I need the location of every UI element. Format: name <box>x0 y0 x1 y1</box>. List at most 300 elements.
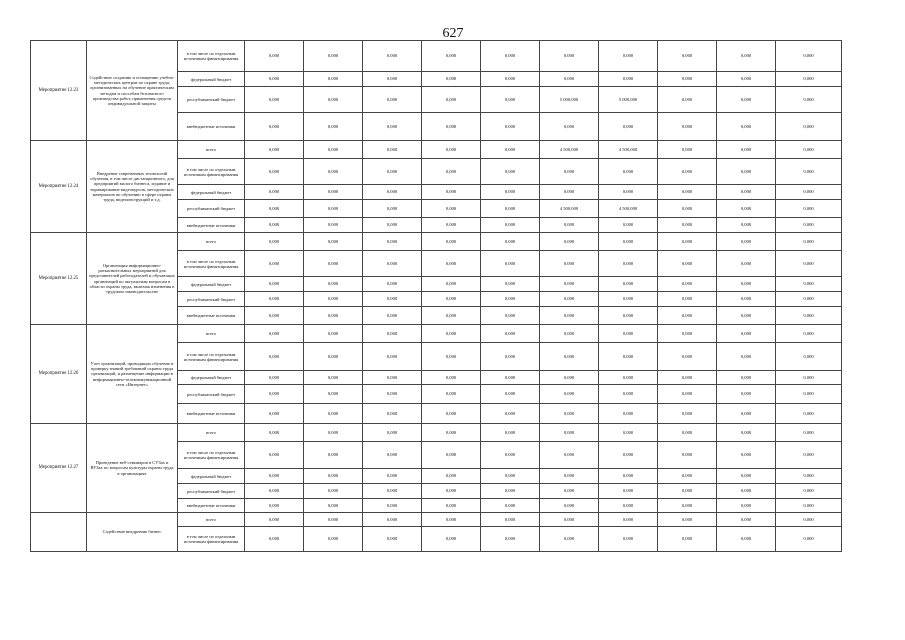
amount-cell: 4 500,000 <box>540 200 599 218</box>
amount-cell: 0,000 <box>245 499 304 513</box>
amount-cell: 0,000 <box>658 513 717 527</box>
amount-cell: 0,000 <box>717 292 776 307</box>
amount-cell: 0,000 <box>481 87 540 113</box>
amount-cell: 0,000 <box>540 41 599 72</box>
amount-cell: 0,000 <box>363 72 422 87</box>
amount-cell: 0,000 <box>422 325 481 343</box>
amount-cell: 0,000 <box>422 404 481 424</box>
amount-cell: 0,000 <box>481 307 540 325</box>
amount-cell: 0,000 <box>658 484 717 499</box>
amount-cell: 0,000 <box>422 87 481 113</box>
funding-source: внебюджетные источники <box>178 404 245 424</box>
funding-row <box>31 233 842 251</box>
amount-cell: 0,000 <box>599 72 658 87</box>
funding-source: федеральный бюджет <box>178 72 245 87</box>
amount-cell: 0,000 <box>422 159 481 185</box>
amount-cell: 0,000 <box>422 343 481 371</box>
amount-cell: 0,000 <box>304 233 363 251</box>
amount-cell: 0,000 <box>304 72 363 87</box>
amount-cell: 0,000 <box>481 527 540 552</box>
amount-cell: 0,000 <box>717 200 776 218</box>
amount-cell: 0,000 <box>363 442 422 469</box>
amount-cell: 0,000 <box>363 233 422 251</box>
amount-cell: 0,000 <box>776 277 842 292</box>
amount-cell: 0,000 <box>599 159 658 185</box>
amount-cell: 0,000 <box>717 233 776 251</box>
amount-cell: 0,000 <box>776 513 842 527</box>
amount-cell: 0,000 <box>717 484 776 499</box>
amount-cell: 0,000 <box>717 218 776 233</box>
amount-cell: 0,000 <box>304 404 363 424</box>
amount-cell: 0,000 <box>422 442 481 469</box>
amount-cell: 0,000 <box>599 113 658 141</box>
amount-cell: 0,000 <box>422 251 481 277</box>
amount-cell: 0,000 <box>304 385 363 404</box>
funding-row <box>31 325 842 343</box>
amount-cell: 0,000 <box>599 424 658 442</box>
amount-cell: 0,000 <box>422 277 481 292</box>
amount-cell: 0,000 <box>776 307 842 325</box>
measure-description: Учет организаций, проводящих обучение и проверку знаний требований охраны труда организаций, и размещение информации в информационно-телекоммуникационной сети «Интернет» <box>87 325 178 424</box>
amount-cell: 0,000 <box>599 404 658 424</box>
amount-cell: 0,000 <box>717 251 776 277</box>
amount-cell: 0,000 <box>245 292 304 307</box>
funding-source: в том числе по отдельным источникам финансирования <box>178 251 245 277</box>
funding-source: республиканский бюджет <box>178 200 245 218</box>
amount-cell: 0,000 <box>717 87 776 113</box>
amount-cell: 0,000 <box>422 141 481 159</box>
amount-cell: 0,000 <box>304 87 363 113</box>
amount-cell: 0,000 <box>540 371 599 385</box>
amount-cell: 0,000 <box>363 513 422 527</box>
funding-source: в том числе по отдельным источникам финансирования <box>178 343 245 371</box>
amount-cell: 0,000 <box>717 513 776 527</box>
amount-cell: 0,000 <box>422 527 481 552</box>
amount-cell: 0,000 <box>540 404 599 424</box>
amount-cell: 0,000 <box>540 185 599 200</box>
amount-cell: 0,000 <box>481 343 540 371</box>
amount-cell: 0,000 <box>245 233 304 251</box>
amount-cell: 0,000 <box>599 442 658 469</box>
amount-cell: 0,000 <box>304 200 363 218</box>
amount-cell: 0,000 <box>776 499 842 513</box>
amount-cell: 0,000 <box>658 325 717 343</box>
amount-cell: 0,000 <box>481 442 540 469</box>
amount-cell: 0,000 <box>363 527 422 552</box>
funding-source: всего <box>178 233 245 251</box>
amount-cell: 0,000 <box>422 371 481 385</box>
amount-cell: 4 500,000 <box>599 141 658 159</box>
amount-cell: 0,000 <box>422 513 481 527</box>
funding-source: в том числе по отдельным источникам финансирования <box>178 159 245 185</box>
amount-cell: 0,000 <box>717 469 776 484</box>
amount-cell: 0,000 <box>245 343 304 371</box>
amount-cell: 0,000 <box>776 424 842 442</box>
amount-cell: 0,000 <box>540 218 599 233</box>
amount-cell: 0,000 <box>245 513 304 527</box>
funding-source: внебюджетные источники <box>178 113 245 141</box>
amount-cell: 0,000 <box>540 469 599 484</box>
amount-cell: 0,000 <box>304 499 363 513</box>
amount-cell: 0,000 <box>481 469 540 484</box>
amount-cell: 0,000 <box>599 218 658 233</box>
amount-cell: 0,000 <box>717 404 776 424</box>
amount-cell: 4 500,000 <box>599 200 658 218</box>
amount-cell: 0,000 <box>540 484 599 499</box>
amount-cell: 0,000 <box>658 343 717 371</box>
amount-cell: 0,000 <box>245 277 304 292</box>
amount-cell: 0,000 <box>776 233 842 251</box>
amount-cell: 0,000 <box>481 499 540 513</box>
amount-cell: 0,000 <box>304 513 363 527</box>
amount-cell: 0,000 <box>717 72 776 87</box>
amount-cell: 0,000 <box>422 218 481 233</box>
amount-cell: 0,000 <box>422 200 481 218</box>
amount-cell: 0,000 <box>481 484 540 499</box>
amount-cell: 0,000 <box>422 41 481 72</box>
amount-cell: 0,000 <box>304 185 363 200</box>
amount-cell: 0,000 <box>245 200 304 218</box>
amount-cell: 0,000 <box>599 41 658 72</box>
amount-cell: 0,000 <box>540 292 599 307</box>
amount-cell: 0,000 <box>658 141 717 159</box>
amount-cell: 5 000,000 <box>540 87 599 113</box>
amount-cell: 0,000 <box>245 404 304 424</box>
amount-cell: 0,000 <box>363 87 422 113</box>
amount-cell: 0,000 <box>245 185 304 200</box>
amount-cell: 0,000 <box>658 527 717 552</box>
amount-cell: 0,000 <box>540 72 599 87</box>
amount-cell: 0,000 <box>658 200 717 218</box>
amount-cell: 0,000 <box>540 325 599 343</box>
amount-cell: 0,000 <box>422 484 481 499</box>
measure-code: Мероприятие 12.23 <box>31 41 87 141</box>
amount-cell: 0,000 <box>717 371 776 385</box>
page-number: 627 <box>442 26 464 41</box>
amount-cell: 0,000 <box>363 371 422 385</box>
amount-cell: 0,000 <box>599 499 658 513</box>
amount-cell: 0,000 <box>245 442 304 469</box>
amount-cell: 0,000 <box>363 277 422 292</box>
funding-source: всего <box>178 325 245 343</box>
amount-cell: 0,000 <box>599 484 658 499</box>
amount-cell: 0,000 <box>481 200 540 218</box>
amount-cell: 0,000 <box>304 41 363 72</box>
amount-cell: 0,000 <box>776 159 842 185</box>
amount-cell: 0,000 <box>422 424 481 442</box>
amount-cell: 0,000 <box>422 233 481 251</box>
amount-cell: 0,000 <box>481 385 540 404</box>
amount-cell: 0,000 <box>658 442 717 469</box>
funding-row <box>31 141 842 159</box>
amount-cell: 0,000 <box>776 385 842 404</box>
funding-source: федеральный бюджет <box>178 469 245 484</box>
amount-cell: 0,000 <box>658 72 717 87</box>
amount-cell: 0,000 <box>717 424 776 442</box>
amount-cell: 0,000 <box>717 343 776 371</box>
amount-cell: 0,000 <box>776 469 842 484</box>
amount-cell: 0,000 <box>776 141 842 159</box>
measure-code: Мероприятие 12.25 <box>31 233 87 325</box>
amount-cell: 0,000 <box>363 307 422 325</box>
amount-cell: 0,000 <box>481 404 540 424</box>
amount-cell: 0,000 <box>304 307 363 325</box>
amount-cell: 0,000 <box>245 424 304 442</box>
amount-cell: 0,000 <box>599 385 658 404</box>
budget-table-body <box>31 41 842 552</box>
amount-cell: 0,000 <box>776 41 842 72</box>
amount-cell: 0,000 <box>658 113 717 141</box>
amount-cell: 0,000 <box>363 469 422 484</box>
amount-cell: 0,000 <box>717 325 776 343</box>
funding-source: республиканский бюджет <box>178 385 245 404</box>
amount-cell: 0,000 <box>599 343 658 371</box>
amount-cell: 0,000 <box>658 371 717 385</box>
amount-cell: 0,000 <box>245 72 304 87</box>
amount-cell: 0,000 <box>422 385 481 404</box>
amount-cell: 0,000 <box>658 251 717 277</box>
amount-cell: 0,000 <box>540 385 599 404</box>
amount-cell: 0,000 <box>245 385 304 404</box>
funding-source: республиканский бюджет <box>178 87 245 113</box>
amount-cell: 0,000 <box>363 141 422 159</box>
measure-code: Мероприятие 12.24 <box>31 141 87 233</box>
amount-cell: 0,000 <box>481 325 540 343</box>
amount-cell: 0,000 <box>481 141 540 159</box>
amount-cell: 0,000 <box>717 499 776 513</box>
amount-cell: 0,000 <box>776 251 842 277</box>
amount-cell: 0,000 <box>658 159 717 185</box>
amount-cell: 0,000 <box>422 469 481 484</box>
funding-row <box>31 513 842 527</box>
amount-cell: 0,000 <box>776 218 842 233</box>
amount-cell: 0,000 <box>540 113 599 141</box>
amount-cell: 0,000 <box>481 159 540 185</box>
amount-cell: 0,000 <box>304 159 363 185</box>
amount-cell: 0,000 <box>363 251 422 277</box>
amount-cell: 0,000 <box>717 185 776 200</box>
amount-cell: 0,000 <box>245 527 304 552</box>
amount-cell: 0,000 <box>540 499 599 513</box>
amount-cell: 0,000 <box>599 371 658 385</box>
amount-cell: 0,000 <box>422 499 481 513</box>
amount-cell: 0,000 <box>304 277 363 292</box>
amount-cell: 0,000 <box>363 292 422 307</box>
amount-cell: 5 000,000 <box>599 87 658 113</box>
amount-cell: 0,000 <box>304 141 363 159</box>
amount-cell: 0,000 <box>363 113 422 141</box>
funding-source: всего <box>178 424 245 442</box>
amount-cell: 0,000 <box>717 277 776 292</box>
funding-source: внебюджетные источники <box>178 307 245 325</box>
amount-cell: 0,000 <box>540 513 599 527</box>
amount-cell: 0,000 <box>599 513 658 527</box>
amount-cell: 0,000 <box>363 499 422 513</box>
amount-cell: 0,000 <box>599 233 658 251</box>
amount-cell: 0,000 <box>776 484 842 499</box>
measure-code <box>31 513 87 552</box>
amount-cell: 0,000 <box>717 41 776 72</box>
amount-cell: 0,000 <box>658 424 717 442</box>
amount-cell: 0,000 <box>481 424 540 442</box>
amount-cell: 0,000 <box>304 113 363 141</box>
measure-code: Мероприятие 12.27 <box>31 424 87 513</box>
amount-cell: 0,000 <box>422 72 481 87</box>
amount-cell: 0,000 <box>717 442 776 469</box>
measure-code: Мероприятие 12.26 <box>31 325 87 424</box>
amount-cell: 0,000 <box>245 325 304 343</box>
amount-cell: 0,000 <box>304 371 363 385</box>
amount-cell: 0,000 <box>599 185 658 200</box>
amount-cell: 0,000 <box>245 251 304 277</box>
amount-cell: 0,000 <box>481 513 540 527</box>
amount-cell: 0,000 <box>245 41 304 72</box>
funding-source: федеральный бюджет <box>178 371 245 385</box>
amount-cell: 0,000 <box>363 325 422 343</box>
amount-cell: 0,000 <box>540 343 599 371</box>
amount-cell: 0,000 <box>481 113 540 141</box>
amount-cell: 0,000 <box>245 484 304 499</box>
funding-source: в том числе по отдельным источникам финансирования <box>178 527 245 552</box>
amount-cell: 0,000 <box>481 72 540 87</box>
amount-cell: 0,000 <box>717 307 776 325</box>
amount-cell: 0,000 <box>245 218 304 233</box>
measure-description: Содействие созданию и оснащению учебно-методических центров по охране труда, организованных на обучение практическим методам и способам безопасного производства работ, применения средств индивидуальной защиты <box>87 41 178 141</box>
amount-cell: 0,000 <box>658 218 717 233</box>
measure-description: Организация информационно-разъяснительных мероприятий для представителей работодателей и обучающих организаций по актуальным вопросам в области охраны труда, включая изменения в трудовом законодательстве <box>87 233 178 325</box>
amount-cell: 0,000 <box>481 41 540 72</box>
funding-source: всего <box>178 513 245 527</box>
amount-cell: 0,000 <box>776 404 842 424</box>
amount-cell: 0,000 <box>658 41 717 72</box>
amount-cell: 0,000 <box>540 159 599 185</box>
amount-cell: 0,000 <box>363 385 422 404</box>
amount-cell: 0,000 <box>422 185 481 200</box>
amount-cell: 0,000 <box>540 251 599 277</box>
amount-cell: 0,000 <box>599 292 658 307</box>
amount-cell: 4 500,000 <box>540 141 599 159</box>
amount-cell: 0,000 <box>245 307 304 325</box>
amount-cell: 0,000 <box>540 277 599 292</box>
amount-cell: 0,000 <box>658 277 717 292</box>
amount-cell: 0,000 <box>658 404 717 424</box>
amount-cell: 0,000 <box>776 325 842 343</box>
amount-cell: 0,000 <box>481 185 540 200</box>
amount-cell: 0,000 <box>717 385 776 404</box>
amount-cell: 0,000 <box>599 307 658 325</box>
amount-cell: 0,000 <box>304 251 363 277</box>
amount-cell: 0,000 <box>481 292 540 307</box>
funding-source: в том числе по отдельным источникам финансирования <box>178 442 245 469</box>
amount-cell: 0,000 <box>599 469 658 484</box>
amount-cell: 0,000 <box>776 343 842 371</box>
amount-cell: 0,000 <box>776 292 842 307</box>
amount-cell: 0,000 <box>481 233 540 251</box>
amount-cell: 0,000 <box>717 527 776 552</box>
amount-cell: 0,000 <box>481 277 540 292</box>
amount-cell: 0,000 <box>363 404 422 424</box>
funding-row <box>31 424 842 442</box>
amount-cell: 0,000 <box>304 292 363 307</box>
funding-source: федеральный бюджет <box>178 277 245 292</box>
amount-cell: 0,000 <box>540 527 599 552</box>
amount-cell: 0,000 <box>658 499 717 513</box>
amount-cell: 0,000 <box>658 469 717 484</box>
measure-description: Внедрение современных технологий обучения, в том числе дистанционного, для предприятий малого бизнеса, издание и тиражирование видеокурсов, методических материалов по обучению в сфере охраны труда, видеоинструкций и т.д. <box>87 141 178 233</box>
amount-cell: 0,000 <box>245 159 304 185</box>
amount-cell: 0,000 <box>658 292 717 307</box>
measure-description: Проведение веб-семинаров в СУЗах и ВУЗах по вопросам культуры охраны труда в организациях <box>87 424 178 513</box>
amount-cell: 0,000 <box>717 113 776 141</box>
amount-cell: 0,000 <box>422 113 481 141</box>
amount-cell: 0,000 <box>599 251 658 277</box>
amount-cell: 0,000 <box>658 233 717 251</box>
funding-source: внебюджетные источники <box>178 499 245 513</box>
amount-cell: 0,000 <box>540 442 599 469</box>
amount-cell: 0,000 <box>363 218 422 233</box>
amount-cell: 0,000 <box>599 277 658 292</box>
amount-cell: 0,000 <box>245 113 304 141</box>
amount-cell: 0,000 <box>776 72 842 87</box>
amount-cell: 0,000 <box>776 442 842 469</box>
amount-cell: 0,000 <box>540 424 599 442</box>
amount-cell: 0,000 <box>304 218 363 233</box>
amount-cell: 0,000 <box>481 371 540 385</box>
funding-source: федеральный бюджет <box>178 185 245 200</box>
amount-cell: 0,000 <box>363 185 422 200</box>
amount-cell: 0,000 <box>245 371 304 385</box>
funding-source: внебюджетные источники <box>178 218 245 233</box>
amount-cell: 0,000 <box>304 343 363 371</box>
amount-cell: 0,000 <box>717 141 776 159</box>
amount-cell: 0,000 <box>599 325 658 343</box>
funding-source: республиканский бюджет <box>178 484 245 499</box>
amount-cell: 0,000 <box>363 159 422 185</box>
amount-cell: 0,000 <box>304 442 363 469</box>
budget-table <box>30 40 842 552</box>
amount-cell: 0,000 <box>658 87 717 113</box>
amount-cell: 0,000 <box>776 200 842 218</box>
amount-cell: 0,000 <box>481 218 540 233</box>
amount-cell: 0,000 <box>658 385 717 404</box>
amount-cell: 0,000 <box>422 292 481 307</box>
amount-cell: 0,000 <box>363 484 422 499</box>
amount-cell: 0,000 <box>540 233 599 251</box>
amount-cell: 0,000 <box>599 527 658 552</box>
amount-cell: 0,000 <box>717 159 776 185</box>
amount-cell: 0,000 <box>245 87 304 113</box>
funding-source: всего <box>178 141 245 159</box>
amount-cell: 0,000 <box>304 325 363 343</box>
amount-cell: 0,000 <box>776 185 842 200</box>
amount-cell: 0,000 <box>363 41 422 72</box>
amount-cell: 0,000 <box>658 307 717 325</box>
amount-cell: 0,000 <box>304 484 363 499</box>
amount-cell: 0,000 <box>776 527 842 552</box>
amount-cell: 0,000 <box>658 185 717 200</box>
amount-cell: 0,000 <box>363 200 422 218</box>
amount-cell: 0,000 <box>776 87 842 113</box>
funding-source: в том числе по отдельным источникам финансирования <box>178 41 245 72</box>
amount-cell: 0,000 <box>776 113 842 141</box>
amount-cell: 0,000 <box>304 424 363 442</box>
funding-row <box>31 41 842 72</box>
amount-cell: 0,000 <box>776 371 842 385</box>
amount-cell: 0,000 <box>540 307 599 325</box>
amount-cell: 0,000 <box>304 469 363 484</box>
amount-cell: 0,000 <box>422 307 481 325</box>
measure-description: Содействие внедрению бизнес <box>87 513 178 552</box>
